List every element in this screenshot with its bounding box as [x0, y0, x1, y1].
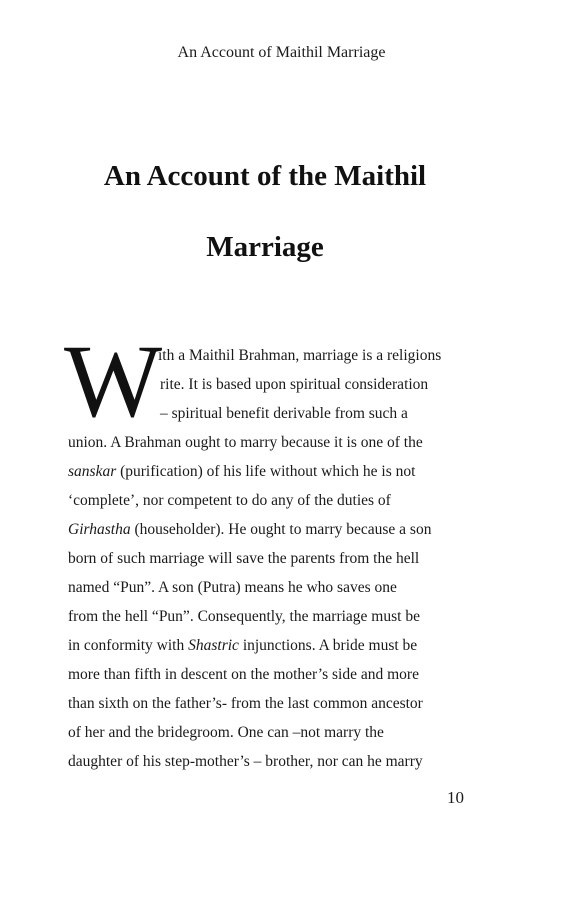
body-line	[68, 665, 419, 685]
body-line-text: ith a Maithil Brahman, marriage is a religions	[158, 347, 442, 364]
body-line-text: injunctions. A bride must be	[238, 637, 418, 654]
chapter-title-line-2: Marriage	[206, 231, 324, 263]
body-line-text: daughter of his step-mother’s – brother, nor can he marry	[68, 753, 423, 770]
body-line	[160, 404, 408, 424]
body-line-text: more than fifth in descent on the mother’s side and more	[68, 666, 419, 683]
body-line	[68, 578, 397, 598]
body-line	[68, 520, 431, 540]
italic-term-sanskar: sanskar	[68, 463, 117, 480]
body-line-text: of her and the bridegroom. One can –not marry the	[68, 724, 384, 741]
body-line	[68, 636, 417, 656]
body-line	[158, 346, 441, 366]
body-line	[68, 462, 415, 482]
body-line-text: – spiritual benefit derivable from such a	[160, 405, 408, 422]
page-number: 10	[447, 788, 464, 807]
body-line-text: (householder). He ought to marry because a son	[130, 521, 432, 538]
body-line	[160, 375, 428, 395]
body-line-text: ‘complete’, nor competent to do any of the duties of	[68, 492, 391, 509]
body-line-text: in conformity with	[68, 637, 189, 654]
italic-term-shastric: Shastric	[188, 637, 239, 654]
running-header: An Account of Maithil Marriage	[177, 44, 386, 61]
body-line	[68, 723, 384, 743]
drop-cap: W	[64, 324, 163, 439]
body-line	[68, 694, 423, 714]
body-line-text: than sixth on the father’s- from the last common ancestor	[68, 695, 423, 712]
chapter-title-line-1: An Account of the Maithil	[103, 160, 427, 192]
body-line-text: from the hell “Pun”. Consequently, the marriage must be	[68, 608, 420, 625]
body-line	[68, 433, 423, 453]
body-line-text: born of such marriage will save the parents from the hell	[68, 550, 420, 567]
body-line	[68, 491, 391, 511]
body-line-text: union. A Brahman ought to marry because it is one of the	[68, 434, 423, 451]
body-line-text: (purification) of his life without which he is not	[116, 463, 416, 480]
body-line-text: rite. It is based upon spiritual consideration	[160, 376, 429, 393]
italic-term-girhastha: Girhastha	[68, 521, 131, 538]
body-line-text: named “Pun”. A son (Putra) means he who saves one	[68, 579, 397, 596]
body-line	[68, 607, 420, 627]
body-line	[68, 752, 423, 772]
body-line	[68, 549, 419, 569]
